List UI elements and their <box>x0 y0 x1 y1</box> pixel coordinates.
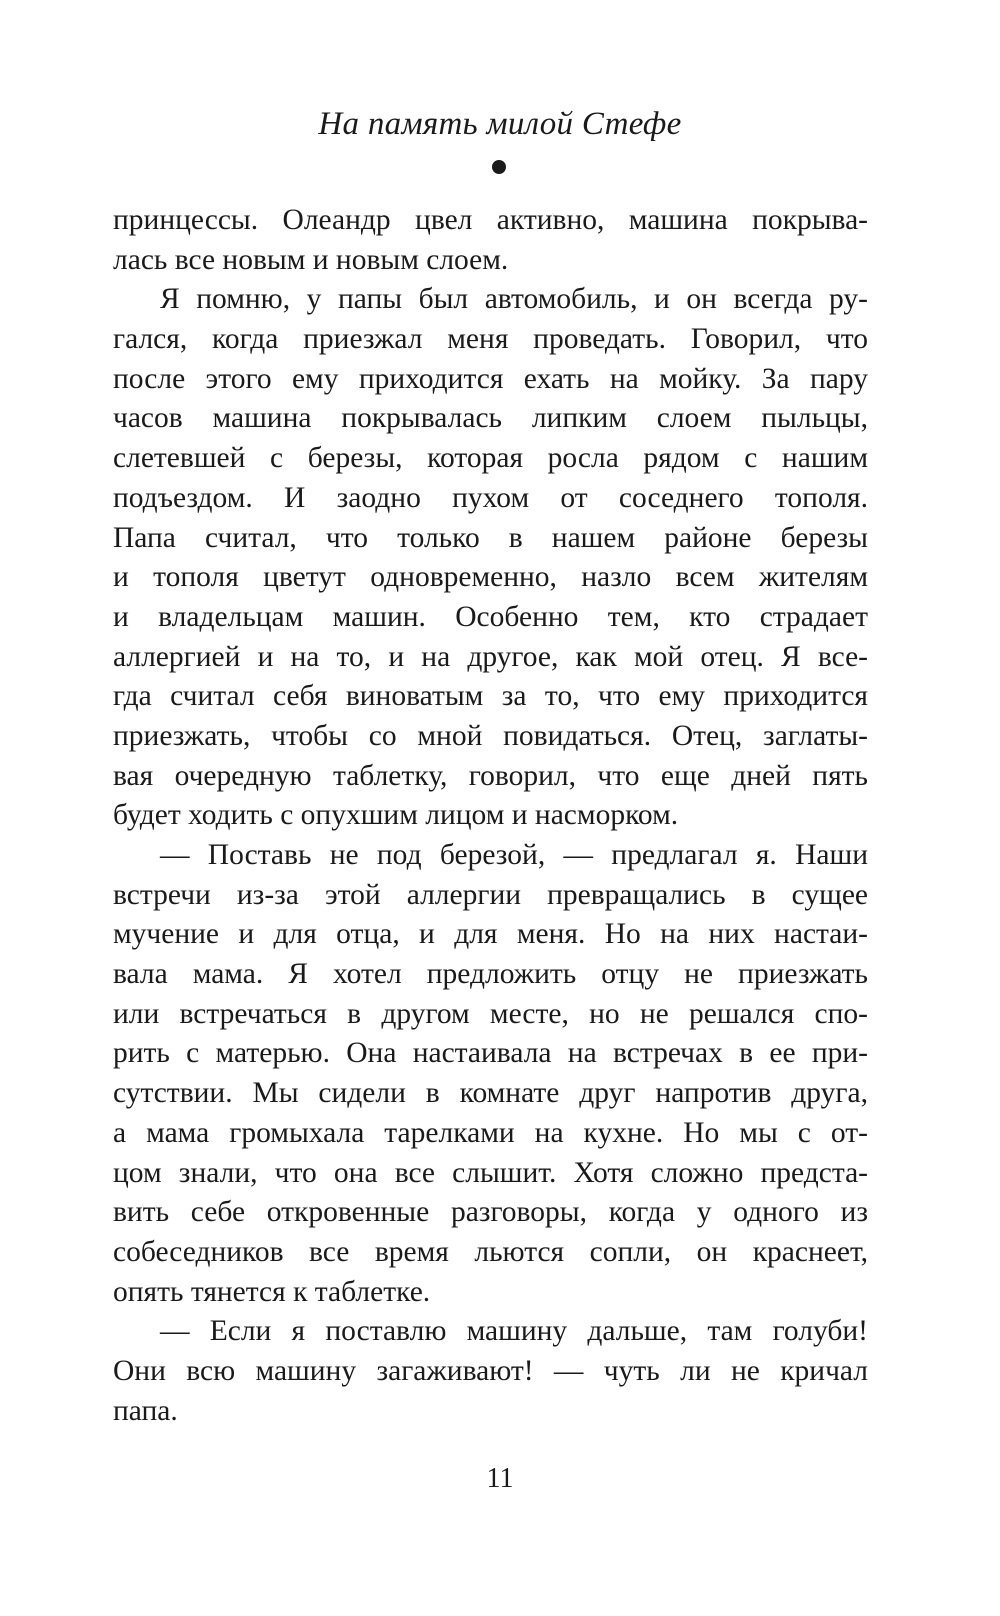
text-line: будет ходить с опухшим лицом и насморком. <box>113 799 679 832</box>
text-line: — Если я поставлю машину дальше, там голуби! <box>160 1315 868 1348</box>
bullet-ornament <box>492 160 506 174</box>
page-number: 11 <box>486 1463 514 1494</box>
text-line: вала мама. Я хотел предложить отцу не приезжать <box>113 958 868 991</box>
text-line: подъездом. И заодно пухом от соседнего тополя. <box>113 481 868 514</box>
text-line: аллергией и на то, и на другое, как мой отец. Я все- <box>113 640 868 673</box>
text-line: гался, когда приезжал меня проведать. Говорил, что <box>113 323 868 356</box>
text-line: папа. <box>113 1394 178 1427</box>
text-line: цом знали, что она все слышит. Хотя сложно предста- <box>113 1156 868 1189</box>
text-line: опять тянется к таблетке. <box>113 1275 431 1308</box>
paragraph <box>113 201 868 280</box>
text-line: Папа считал, что только в нашем районе березы <box>113 521 868 554</box>
text-line: гда считал себя виноватым за то, что ему приходится <box>113 680 868 713</box>
paragraph <box>113 1312 868 1431</box>
running-head: На память милой Стефе <box>318 106 682 142</box>
text-line: и владельцам машин. Особенно тем, кто страдает <box>113 600 868 633</box>
text-line: вая очередную таблетку, говорил, что еще дней пять <box>113 759 868 792</box>
body-text <box>113 201 868 1431</box>
text-line: собеседников все время льются сопли, он краснеет, <box>113 1235 868 1268</box>
text-line: вить себе откровенные разговоры, когда у одного из <box>113 1196 868 1229</box>
text-line: а мама громыхала тарелками на кухне. Но мы с от- <box>113 1116 868 1149</box>
text-line: или встречаться в другом месте, но не решался спо- <box>113 997 868 1030</box>
text-line: часов машина покрывалась липким слоем пыльцы, <box>113 402 868 435</box>
text-line: сутствии. Мы сидели в комнате друг напротив друга, <box>113 1077 868 1110</box>
text-line: — Поставь не под березой, — предлагал я. Наши <box>160 839 868 871</box>
text-line: Они всю машину загаживают! — чуть ли не кричал <box>113 1354 868 1387</box>
paragraph <box>113 280 868 836</box>
text-line: лась все новым и новым слоем. <box>113 243 509 276</box>
text-line: встречи из-за этой аллергии превращались в сущее <box>113 878 868 911</box>
paragraph <box>113 836 868 1312</box>
text-line: рить с матерью. Она настаивала на встречах в ее при- <box>113 1037 868 1070</box>
text-line: принцессы. Олеандр цвел активно, машина покрыва- <box>113 204 868 236</box>
text-line: и тополя цветут одновременно, назло всем жителям <box>113 561 868 594</box>
text-line: мучение и для отца, и для меня. Но на них настаи- <box>113 918 868 951</box>
text-line: Я помню, у папы был автомобиль, и он всегда ру- <box>160 283 868 316</box>
text-line: слетевшей с березы, которая росла рядом с нашим <box>113 442 868 475</box>
text-line: приезжать, чтобы со мной повидаться. Отец, заглаты- <box>113 719 868 752</box>
text-line: после этого ему приходится ехать на мойку. За пару <box>113 362 868 395</box>
